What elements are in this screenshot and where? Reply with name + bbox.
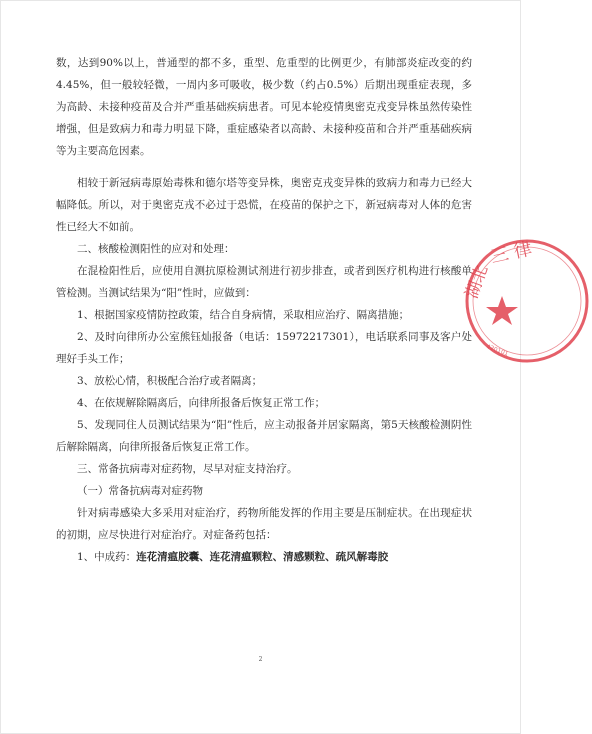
- paragraph-2: 相较于新冠病毒原始毒株和德尔塔等变异株，奥密克戎变异株的致病力和毒力已经大幅降低。所以，对于奥密克戎不必过于恐慌，在疫苗的保护之下，新冠病毒对人体的危害性已经大不如前。: [56, 177, 472, 233]
- list-item-4: 4、在依规解除隔离后，向律所报备后恢复正常工作；: [77, 397, 326, 409]
- seal-code: 420101: [485, 343, 510, 358]
- medicine-category-label: 1、中成药：: [77, 551, 137, 563]
- page-number: 2: [258, 656, 263, 663]
- list-item-3: 3、放松心情，积极配合治疗或者隔离；: [77, 375, 263, 387]
- section-heading-3: 三、常备抗病毒对症药物，尽早对症支持治疗。: [77, 463, 298, 475]
- list-item-5: 5、发现同住人员测试结果为“阳”性后，应主动报备并居家隔离，第5天核酸检测阴性后解除隔离，向律所报备后恢复正常工作。: [56, 419, 472, 453]
- paragraph-5: [56, 546, 472, 568]
- seal-star-icon: [486, 296, 518, 325]
- list-item-2: 2、及时向律所办公室熊钰灿报备（电话：15972217301），电话联系同事及客户处理好手头工作；: [56, 331, 472, 365]
- subsection-heading-1: （一）常备抗病毒对症药物: [77, 485, 203, 497]
- paragraph-1: 数，达到90%以上，普通型的都不多，重型、危重型的比例更少，有肺部炎症改变的约4.45%，但一般较轻微，一周内多可吸收，极少数（约占0.5%）后期出现重症表现，多为高龄、未接种疫苗及合并严重基础疾病患者。可见本轮疫情奥密克戎变异株虽然传染性增强，但是致病力和毒力明显下降，重症感染者以高龄、未接种疫苗和合并严重基础疾病等为主要高危因素。: [56, 57, 472, 157]
- medicine-list: 连花清瘟胶囊、连花清瘟颗粒、清感颗粒、疏风解毒胶: [136, 551, 389, 563]
- seal-side-text: 湖北: [461, 262, 493, 302]
- list-item-1: 1、根据国家疫情防控政策，结合自身病情，采取相应治疗、隔离措施；: [77, 309, 410, 321]
- seal-top-text: 三 律: [488, 238, 534, 268]
- section-heading-2: 二、核酸检测阳性的应对和处理：: [77, 243, 235, 255]
- document-body: [56, 52, 472, 568]
- paragraph-3: 在混检阳性后，应使用自测抗原检测试剂进行初步排查，或者到医疗机构进行核酸单管检测。当测试结果为“阳”性时，应做到：: [56, 265, 472, 299]
- paragraph-4: 针对病毒感染大多采用对症治疗，药物所能发挥的作用主要是压制症状。在出现症状的初期，应尽快进行对症治疗。对症备药包括：: [56, 507, 472, 541]
- official-seal-stamp: [462, 236, 592, 366]
